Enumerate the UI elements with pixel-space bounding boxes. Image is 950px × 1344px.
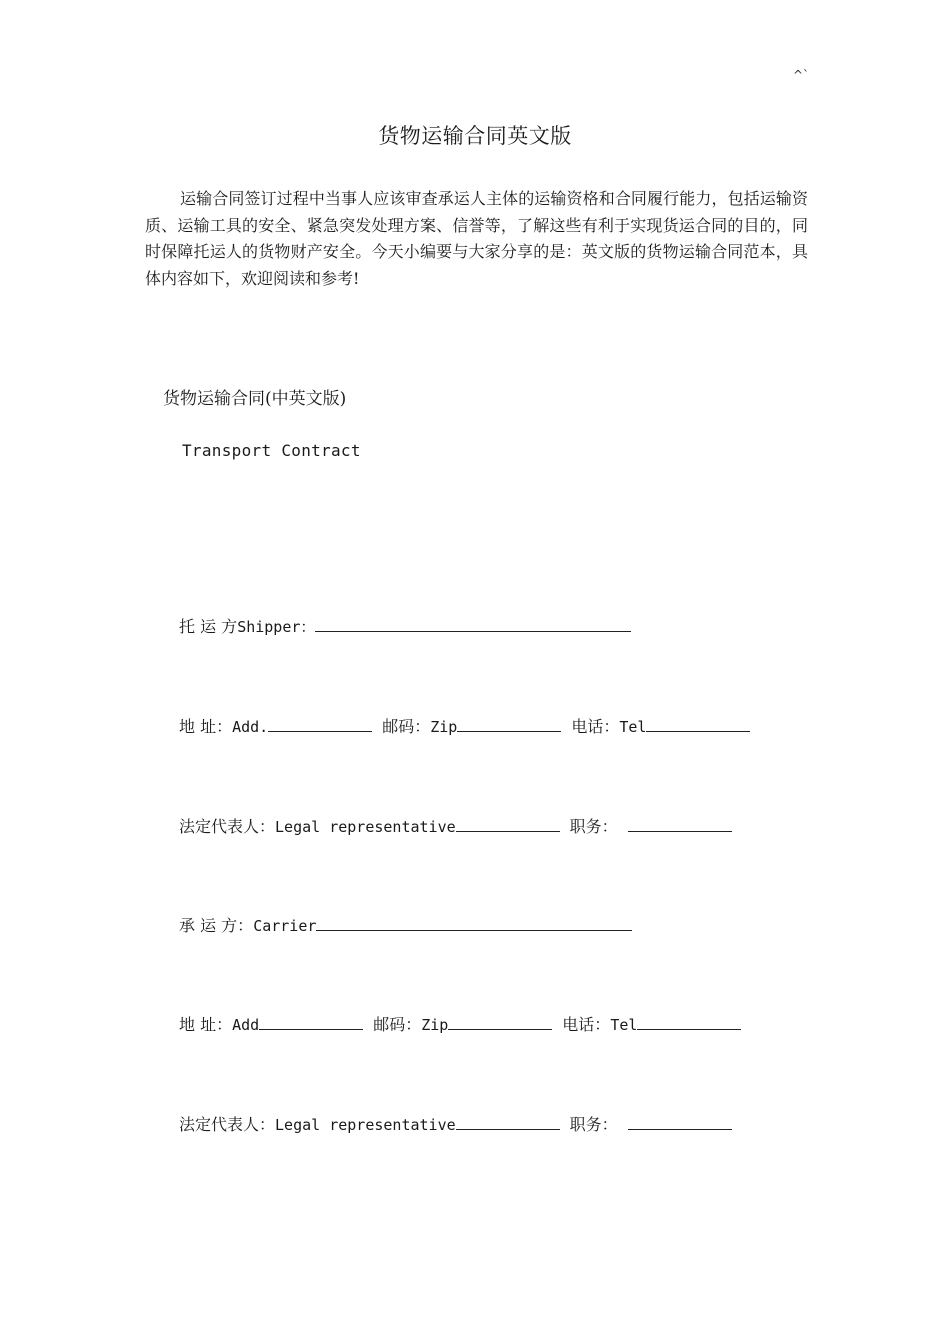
carrier-zip-blank[interactable] [448, 1012, 552, 1030]
carrier-legal-rep-label-cn: 法定代表人： [179, 1115, 276, 1134]
shipper-legal-rep-blank[interactable] [456, 814, 560, 832]
carrier-label-cn: 承 运 方： [179, 916, 254, 935]
carrier-address-blank[interactable] [259, 1012, 363, 1030]
shipper-blank[interactable] [315, 614, 631, 632]
carrier-tel-label-en: Tel [610, 1016, 638, 1034]
carrier-tel-blank[interactable] [637, 1012, 741, 1030]
shipper-label-en: Shipper： [237, 618, 316, 636]
carrier-legal-rep-blank[interactable] [456, 1112, 560, 1130]
carrier-field [179, 913, 632, 938]
carrier-blank[interactable] [316, 913, 632, 931]
shipper-position-blank[interactable] [628, 814, 732, 832]
carrier-zip-label-cn: 邮码： [373, 1015, 422, 1034]
shipper-address-label-en: Add. [232, 718, 269, 736]
carrier-label-en: Carrier [253, 917, 317, 935]
carrier-legal-rep-field [179, 1112, 732, 1137]
page-title: 货物运输合同英文版 [378, 124, 572, 148]
shipper-label-cn: 托 运 方 [179, 617, 238, 636]
shipper-legal-rep-label-cn: 法定代表人： [179, 817, 276, 836]
carrier-tel-label-cn: 电话： [562, 1015, 611, 1034]
shipper-tel-blank[interactable] [646, 714, 750, 732]
carrier-zip-label-en: Zip [421, 1016, 449, 1034]
carrier-legal-rep-label-en: Legal representative [275, 1116, 456, 1134]
section-heading: 货物运输合同(中英文版) [163, 389, 347, 409]
shipper-legal-rep-label-en: Legal representative [275, 818, 456, 836]
shipper-tel-label-en: Tel [619, 718, 647, 736]
carrier-address-label-en: Add [232, 1016, 260, 1034]
shipper-field [179, 614, 631, 639]
shipper-zip-label-cn: 邮码： [382, 717, 431, 736]
carrier-position-blank[interactable] [628, 1112, 732, 1130]
corner-mark: ^` [793, 68, 810, 82]
carrier-position-label-cn: 职务： [569, 1115, 618, 1134]
shipper-zip-label-en: Zip [430, 718, 458, 736]
intro-paragraph: 运输合同签订过程中当事人应该审查承运人主体的运输资格和合同履行能力，包括运输资质、运输工具的安全、紧急突发处理方案、信誉等，了解这些有利于实现货运合同的目的，同时保障托运人的货物财产安全。今天小编要与大家分享的是：英文版的货物运输合同范本，具体内容如下，欢迎阅读和参考! [145, 189, 808, 288]
shipper-address-label-cn: 地 址： [179, 717, 233, 736]
shipper-position-label-cn: 职务： [569, 817, 618, 836]
contract-name: Transport Contract [182, 441, 361, 460]
shipper-tel-label-cn: 电话： [571, 717, 620, 736]
carrier-address-label-cn: 地 址： [179, 1015, 233, 1034]
shipper-address-blank[interactable] [268, 714, 372, 732]
shipper-zip-blank[interactable] [457, 714, 561, 732]
shipper-address-field [179, 714, 750, 739]
carrier-address-field [179, 1012, 741, 1037]
shipper-legal-rep-field [179, 814, 732, 839]
